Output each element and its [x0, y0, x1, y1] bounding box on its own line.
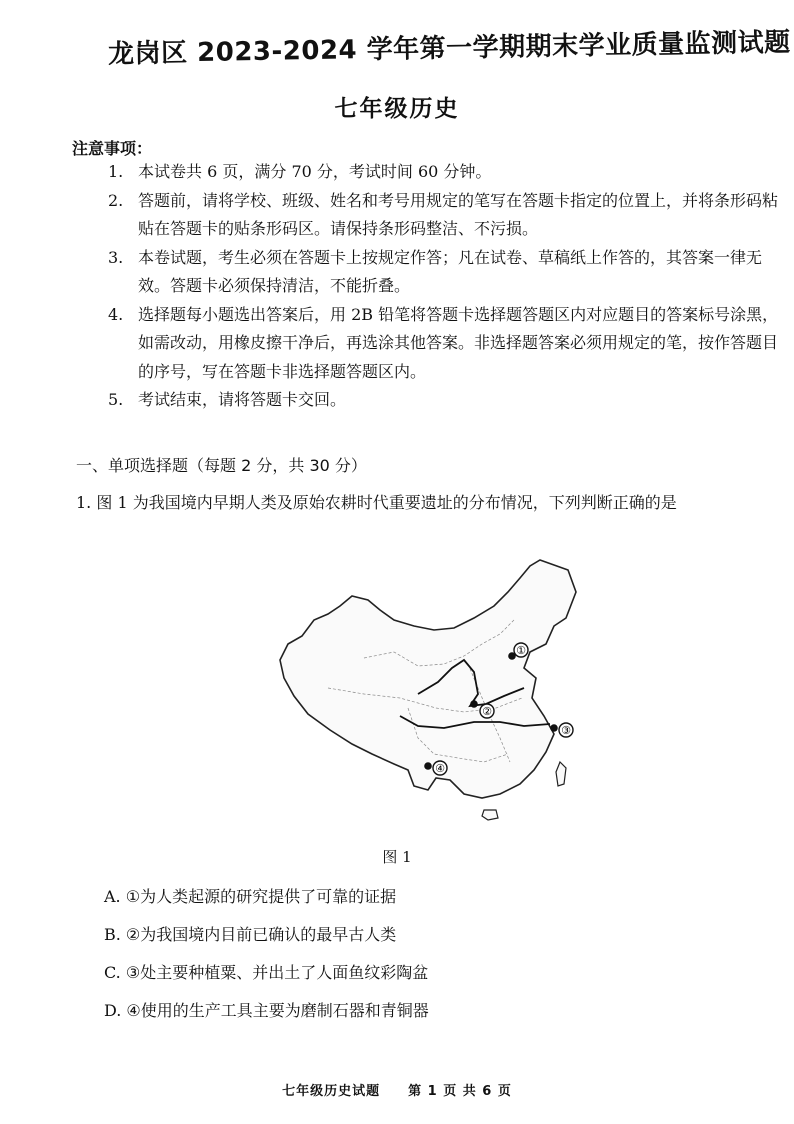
option-b: B. ②为我国境内目前已确认的最早古人类 [104, 925, 397, 944]
notice-item-number: 2. [108, 190, 124, 210]
site-dot [424, 762, 432, 770]
figure-caption: 图 1 [382, 848, 412, 866]
option-d: D. ④使用的生产工具主要为磨制石器和青铜器 [104, 1001, 429, 1020]
site-marker-label: ③ [561, 724, 571, 737]
notice-item-number: 5. [108, 390, 124, 409]
notice-heading: 注意事项： [72, 139, 153, 158]
section-heading: 一、单项选择题（每题 2 分，共 30 分） [76, 456, 367, 475]
answer-options [104, 884, 429, 1036]
notice-item-number: 1. [108, 162, 124, 181]
notice-item-number: 3. [108, 247, 124, 267]
site-marker-label: ④ [435, 762, 445, 775]
notice-item [108, 158, 788, 187]
page-footer: 七年级历史试题 第 1 页 共 6 页 [282, 1084, 512, 1099]
notice-item-text: 答题前，请将学校、班级、姓名和考号用规定的笔写在答题卡指定的位置上，并将条形码粘贴在答题卡的贴条形码区。请保持条形码整洁、不污损。 [138, 190, 779, 238]
option-c: C. ③处主要种植粟、并出土了人面鱼纹彩陶盆 [104, 963, 429, 982]
notice-item [108, 187, 788, 244]
exam-title: 龙岗区 2023-2024 学年第一学期期末学业质量监测试题 [107, 27, 791, 70]
site-dot [550, 724, 558, 732]
notice-item [108, 386, 788, 415]
notice-list [108, 158, 788, 415]
notice-item-text: 本卷试题，考生必须在答题卡上按规定作答；凡在试卷、草稿纸上作答的，其答案一律无效。答题卡必须保持清洁，不能折叠。 [138, 247, 763, 295]
question-stem: 1. 图 1 为我国境内早期人类及原始农耕时代重要遗址的分布情况，下列判断正确的是 [76, 493, 677, 512]
site-dot [470, 700, 478, 708]
notice-item-text: 选择题每小题选出答案后，用 2B 铅笔将答题卡选择题答题区内对应题目的答案标号涂黑，如需改动，用橡皮擦干净后，再选涂其他答案。非选择题答案必须用规定的笔，按作答题目的序号，写在答题卡非选择题答题区内。 [138, 304, 779, 381]
hainan-island [482, 810, 498, 820]
notice-item [108, 301, 788, 387]
china-map-figure [268, 548, 588, 848]
taiwan-island [556, 762, 566, 786]
site-marker-label: ① [516, 644, 526, 657]
site-marker-label: ② [482, 705, 492, 718]
option-a: A. ①为人类起源的研究提供了可靠的证据 [104, 887, 397, 906]
notice-item-text: 考试结束，请将答题卡交回。 [138, 390, 347, 409]
notice-item [108, 244, 788, 301]
notice-item-text: 本试卷共 6 页，满分 70 分，考试时间 60 分钟。 [138, 162, 492, 181]
exam-subtitle: 七年级历史 [334, 96, 460, 122]
notice-item-number: 4. [108, 304, 124, 324]
